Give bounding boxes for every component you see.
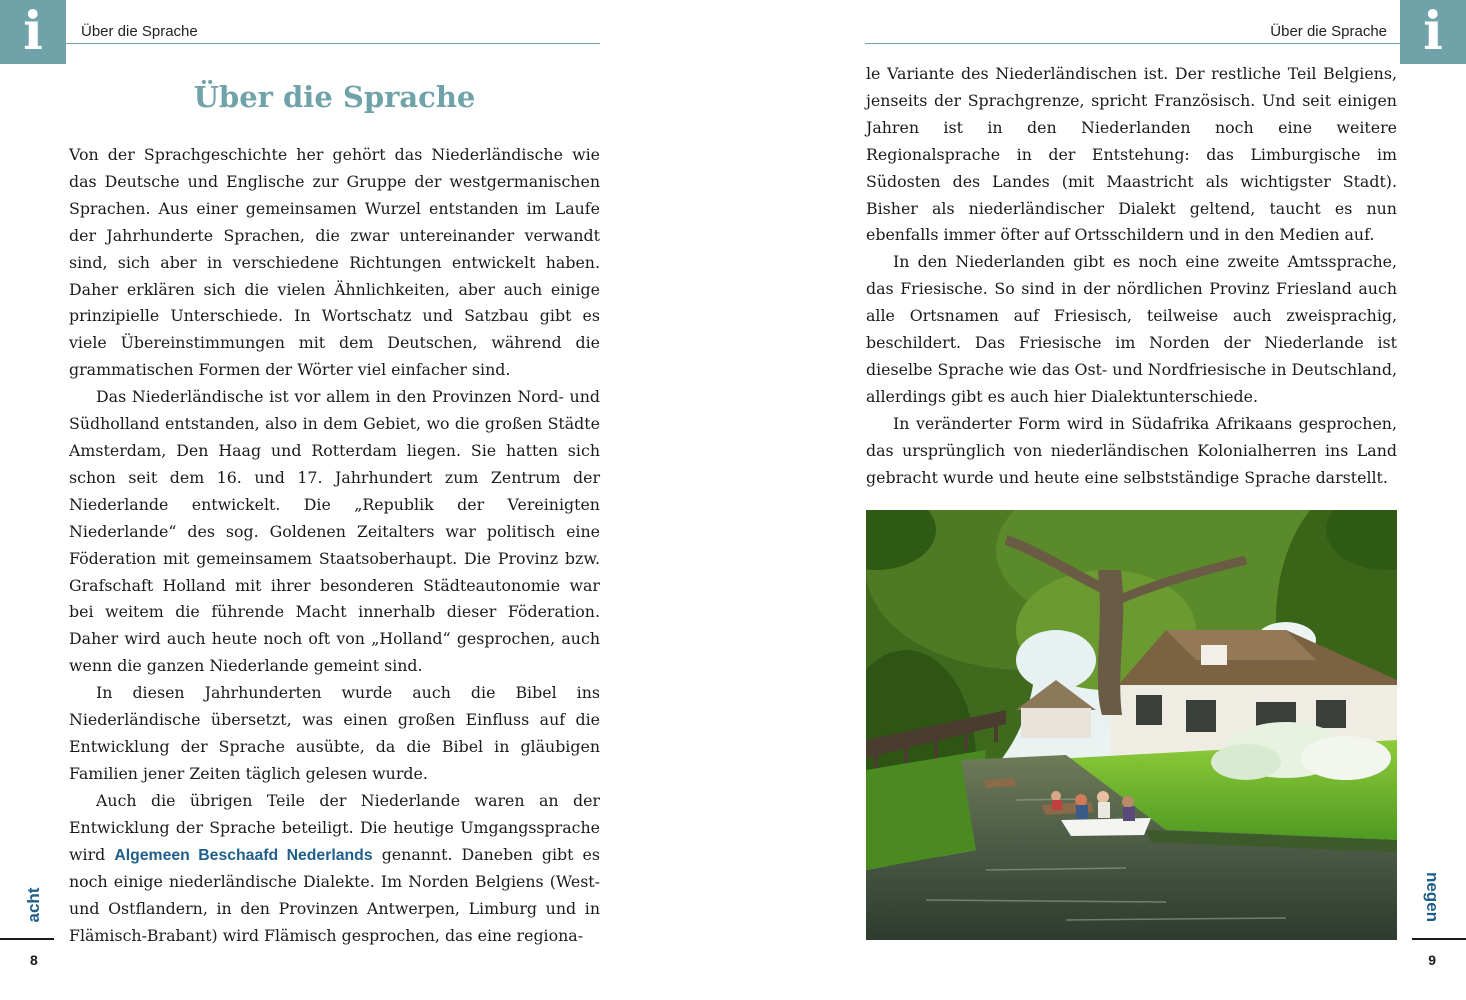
side-tab-label: negen (1423, 871, 1442, 923)
paragraph-text: Auch die übrigen Teile der Niederlande waren an der Entwicklung der Sprache beteiligt. Die heutige Umgangssprache wird (69, 790, 600, 864)
paragraph: Von der Sprachgeschichte her gehört das Niederländische wie das Deutsche und Englische zur Gruppe der westgermanischen Sprachen. Aus einer gemeinsamen Wurzel entstanden im Laufe der Jahrhunderte Sprachen, die zwar untereinander verwandt sind, sich aber in verschiedene Richtungen entwickelt haben. Daher erklären sich die vielen Ähnlichkeiten, aber auch einige prinzipielle Unterschiede. In Wortschatz und Satzbau gibt es viele Übereinstimmungen mit dem Deutschen, während die grammatischen Formen der Wörter viel einfacher sind. (69, 145, 600, 380)
body-text-right (866, 61, 1397, 492)
page-number: 8 (30, 952, 38, 968)
chapter-title: Über die Sprache (193, 80, 476, 114)
right-page (733, 0, 1466, 1000)
canal-village-photo (866, 510, 1397, 940)
side-tab-label: acht (24, 887, 43, 923)
paragraph: Das Niederländische ist vor allem in den Provinzen Nord- und Südholland entstanden, also in dem Gebiet, wo die großen Städte Amsterdam, Den Haag und Rotterdam liegen. Sie hatten sich schon seit dem 16. und 17. Jahrhundert zum Zentrum der Niederlande entwickelt. Die „Republik der Vereinigten Niederlande“ des sog. Goldenen Zeitalters war politisch eine Föderation mit gemeinsamem Staatsoberhaupt. Die Provinz bzw. Grafschaft Holland mit ihrer besonderen Städteautonomie war bei weitem die führende Macht innerhalb dieser Föderation. Daher wird auch heute noch oft von „Holland“ gesprochen, auch wenn die ganzen Niederlande gemeint sind. (69, 387, 600, 676)
paragraph (69, 788, 600, 950)
footer-rule (1412, 938, 1466, 940)
paragraph: In diesen Jahrhunderten wurde auch die Bibel ins Niederländische übersetzt, was einen großen Einfluss auf die Entwicklung der Sprache ausübte, da die Bibel in gläubigen Familien jener Zeiten täglich gelesen wurde. (69, 683, 600, 783)
footer-rule (0, 938, 54, 940)
info-icon: i (0, 0, 66, 64)
paragraph: le Variante des Niederländischen ist. Der restliche Teil Belgiens, jenseits der Sprachgrenze, spricht Französisch. Und seit einigen Jahren ist in den Niederlanden noch eine weitere Regionalsprache in der Entstehung: das Limburgische im Südosten des Landes (mit Maastricht als wichtigster Stadt). Bisher als niederländischer Dialekt geltend, taucht es nun ebenfalls immer öfter auf Ortsschildern und in den Medien auf. (866, 64, 1397, 245)
page-number: 9 (1428, 952, 1436, 968)
paragraph-text: genannt. Daneben gibt es noch einige niederländische Dialekte. Im Norden Belgiens (West- und Ostflandern, in den Provinzen Antwerpen, Limburg und in Flämisch-Brabant) wird Flämisch gesprochen, das eine regiona- (69, 844, 600, 946)
paragraph: In den Niederlanden gibt es noch eine zweite Amtssprache, das Friesische. So sind in der nördlichen Provinz Friesland auch alle Ortsnamen auf Friesisch, teilweise auch zweisprachig, beschildert. Das Friesische im Norden der Niederlande ist dieselbe Sprache wie das Ost- und Nordfriesische in Deutschland, allerdings gibt es auch hier Dialektunterschiede. (866, 252, 1397, 406)
running-head: Über die Sprache (66, 20, 600, 44)
paragraph: In veränderter Form wird in Südafrika Afrikaans gesprochen, das ursprünglich von niederländischen Kolonialherren ins Land gebracht wurde und heute eine selbstständige Sprache darstellt. (866, 413, 1397, 487)
photo-illustration (866, 510, 1397, 940)
running-head: Über die Sprache (865, 20, 1400, 44)
body-text-left (69, 142, 600, 950)
highlighted-term: Algemeen Beschaafd Nederlands (114, 846, 373, 864)
info-icon: i (1400, 0, 1466, 64)
